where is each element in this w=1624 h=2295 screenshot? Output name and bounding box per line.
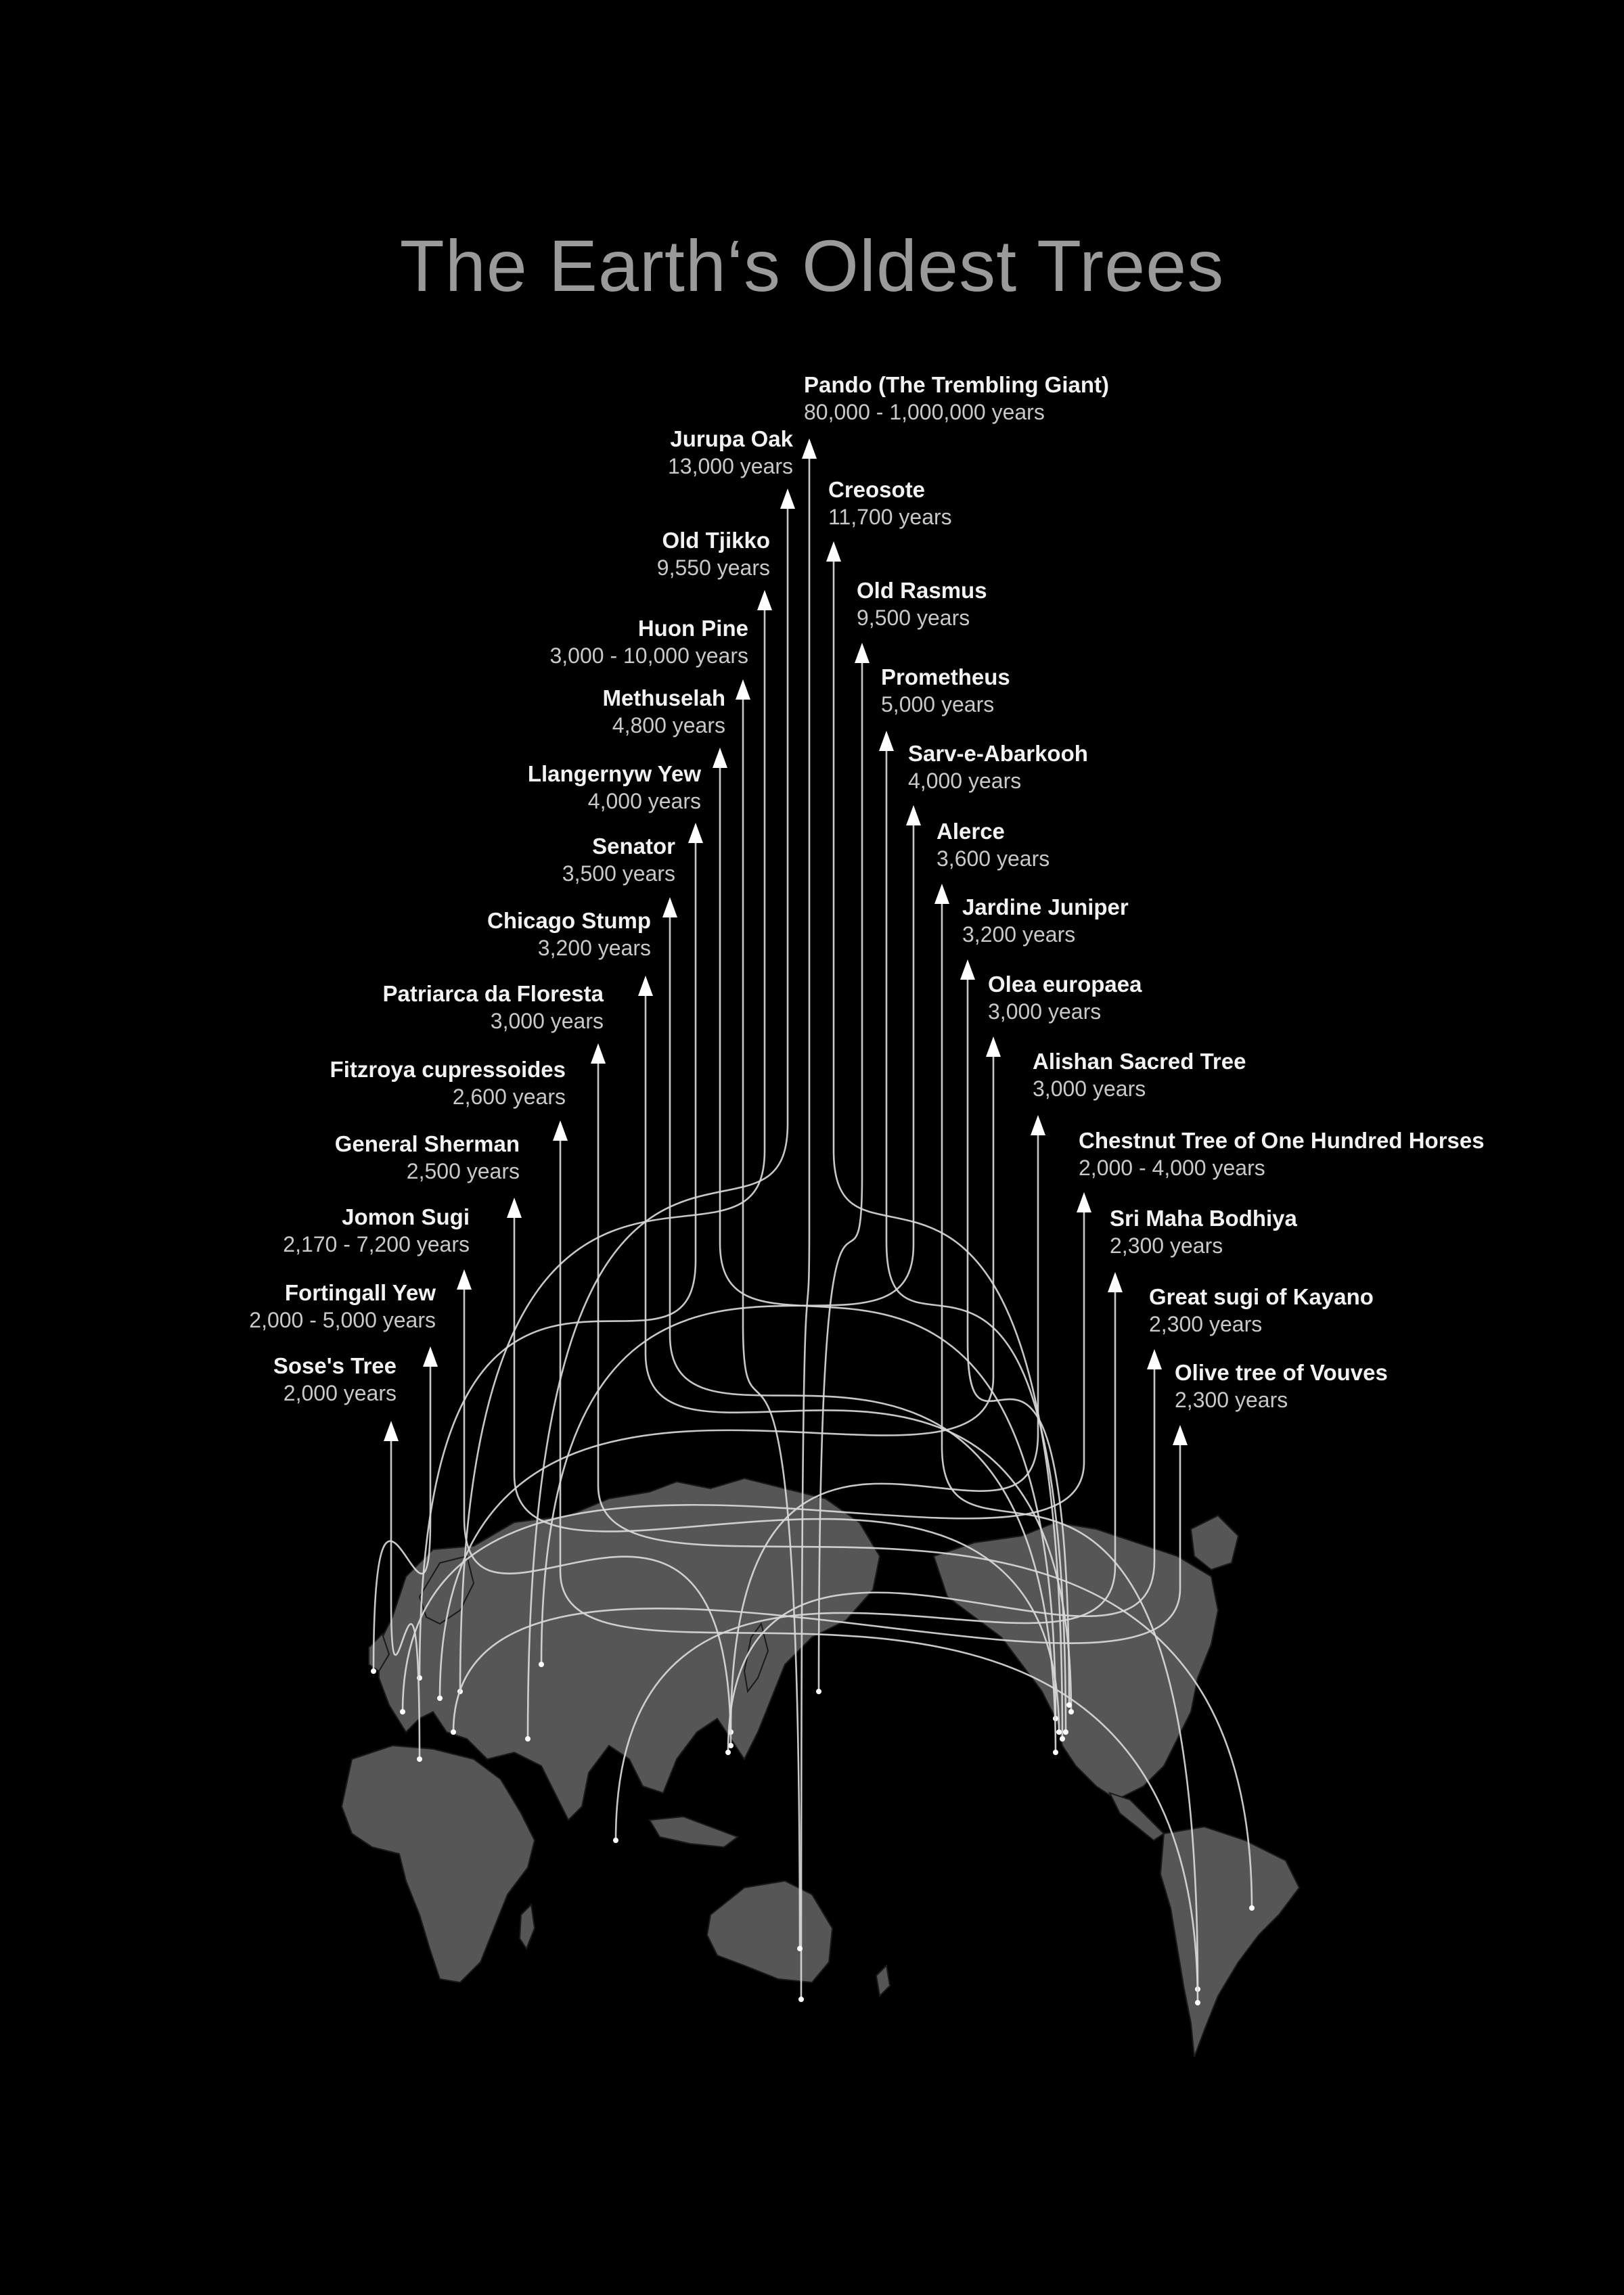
tree-name-creosote: Creosote [828, 477, 926, 502]
arrow-sose-s-tree [384, 1421, 399, 1441]
arrow-creosote [826, 541, 841, 562]
tree-name-fortingall-yew: Fortingall Yew [284, 1280, 436, 1305]
arrow-alerce [934, 884, 949, 904]
arrow-old-rasmus [855, 643, 870, 663]
tree-age-fortingall-yew: 2,000 - 5,000 years [249, 1308, 436, 1332]
tree-age-llangernyw-yew: 4,000 years [587, 789, 701, 813]
origin-dot-olive-tree-of-vouves [451, 1729, 456, 1735]
origin-dot-chicago-stump [1068, 1709, 1074, 1714]
tree-name-jomon-sugi: Jomon Sugi [342, 1204, 470, 1229]
tree-name-sri-maha-bodhiya: Sri Maha Bodhiya [1110, 1206, 1297, 1231]
tree-name-chicago-stump: Chicago Stump [487, 908, 651, 933]
arrow-fortingall-yew [423, 1346, 438, 1367]
arrow-huon-pine [736, 679, 750, 700]
tree-age-alerce: 3,600 years [937, 846, 1050, 871]
arrow-jardine-juniper [960, 959, 975, 980]
tree-name-old-tjikko: Old Tjikko [662, 528, 770, 553]
landmass-madagascar [520, 1905, 535, 1949]
tree-name-senator: Senator [592, 834, 675, 859]
tree-age-old-tjikko: 9,550 years [656, 555, 770, 580]
tree-age-chestnut-tree-of-one-hundred-horses: 2,000 - 4,000 years [1079, 1156, 1265, 1180]
tree-name-llangernyw-yew: Llangernyw Yew [527, 761, 701, 786]
landmass-greenland [1191, 1516, 1238, 1570]
arrow-patriarca-da-floresta [591, 1043, 606, 1064]
arrow-sri-maha-bodhiya [1108, 1272, 1123, 1292]
landmass-central-america [1110, 1793, 1164, 1840]
arrow-methuselah [713, 748, 727, 768]
tree-age-sose-s-tree: 2,000 years [283, 1381, 397, 1405]
world-map [342, 1478, 1299, 2057]
tree-age-old-rasmus: 9,500 years [857, 606, 970, 630]
tree-labels [249, 372, 1484, 1445]
tree-name-patriarca-da-floresta: Patriarca da Floresta [382, 981, 604, 1006]
arrow-prometheus [879, 731, 894, 751]
tree-name-sarv-e-abarkooh: Sarv-e-Abarkooh [908, 741, 1088, 766]
arrow-chicago-stump [638, 976, 653, 996]
arrow-great-sugi-of-kayano [1147, 1349, 1162, 1369]
tree-age-sarv-e-abarkooh: 4,000 years [908, 769, 1022, 793]
origin-dot-great-sugi-of-kayano [725, 1750, 731, 1755]
origin-dot-jardine-juniper [1066, 1702, 1072, 1708]
landmass-new-zealand [876, 1965, 890, 1996]
poster-title: The Earth‘s Oldest Trees [399, 225, 1225, 306]
connector-pando-the-trembling-giant [801, 459, 809, 1999]
origin-dot-fortingall-yew [371, 1668, 376, 1674]
tree-name-methuselah: Methuselah [602, 685, 725, 710]
arrow-jurupa-oak [780, 488, 795, 509]
tree-name-pando-the-trembling-giant: Pando (The Trembling Giant) [804, 372, 1110, 397]
arrow-llangernyw-yew [688, 823, 703, 843]
arrow-alishan-sacred-tree [1031, 1115, 1045, 1135]
origin-dot-chestnut-tree-of-one-hundred-horses [400, 1709, 405, 1714]
origin-dot-general-sherman [1056, 1729, 1062, 1735]
tree-age-fitzroya-cupressoides: 2,600 years [452, 1085, 566, 1109]
landmass-indonesia [650, 1817, 738, 1847]
tree-age-general-sherman: 2,500 years [406, 1159, 520, 1183]
arrow-fitzroya-cupressoides [553, 1120, 568, 1141]
tree-name-chestnut-tree-of-one-hundred-horses: Chestnut Tree of One Hundred Horses [1079, 1128, 1485, 1153]
tree-name-olea-europaea: Olea europaea [988, 972, 1142, 997]
origin-dot-creosote [1060, 1736, 1065, 1742]
tree-age-pando-the-trembling-giant: 80,000 - 1,000,000 years [804, 400, 1045, 424]
origin-dot-olea-europaea [437, 1696, 443, 1701]
landmass-australia [707, 1881, 832, 1982]
origin-dot-old-rasmus [816, 1689, 821, 1694]
tree-age-sri-maha-bodhiya: 2,300 years [1110, 1233, 1223, 1258]
origin-dot-patriarca-da-floresta [1249, 1905, 1255, 1911]
tree-name-jurupa-oak: Jurupa Oak [670, 426, 793, 451]
origin-dot-jurupa-oak [525, 1736, 531, 1742]
tree-name-great-sugi-of-kayano: Great sugi of Kayano [1149, 1284, 1374, 1309]
tree-age-methuselah: 4,800 years [612, 713, 725, 737]
origin-dot-senator [1053, 1750, 1058, 1755]
tree-name-fitzroya-cupressoides: Fitzroya cupressoides [330, 1057, 566, 1082]
arrow-chestnut-tree-of-one-hundred-horses [1077, 1192, 1091, 1212]
arrow-old-tjikko [757, 590, 772, 610]
origin-dot-sarv-e-abarkooh [539, 1662, 544, 1667]
tree-age-huon-pine: 3,000 - 10,000 years [549, 643, 748, 668]
tree-name-sose-s-tree: Sose's Tree [273, 1353, 397, 1378]
origin-dot-sose-s-tree [417, 1756, 422, 1762]
tree-age-senator: 3,500 years [562, 861, 675, 886]
tree-name-alerce: Alerce [937, 819, 1005, 844]
arrow-senator [662, 897, 677, 917]
arrow-pando-the-trembling-giant [802, 438, 817, 459]
tree-age-creosote: 11,700 years [828, 505, 952, 529]
tree-age-prometheus: 5,000 years [881, 692, 995, 717]
tree-name-alishan-sacred-tree: Alishan Sacred Tree [1033, 1049, 1246, 1074]
tree-name-general-sherman: General Sherman [334, 1131, 520, 1156]
arrow-general-sherman [507, 1198, 522, 1218]
landmass-north-america [934, 1522, 1218, 1800]
tree-age-patriarca-da-floresta: 3,000 years [490, 1009, 604, 1033]
origin-dot-huon-pine [797, 1946, 803, 1951]
tree-name-prometheus: Prometheus [881, 664, 1010, 689]
connector-huon-pine [743, 700, 800, 1949]
tree-age-olea-europaea: 3,000 years [988, 999, 1102, 1024]
tree-name-jardine-juniper: Jardine Juniper [962, 894, 1129, 919]
arrow-olea-europaea [986, 1037, 1001, 1057]
tree-age-great-sugi-of-kayano: 2,300 years [1149, 1312, 1263, 1336]
tree-age-jurupa-oak: 13,000 years [667, 454, 793, 478]
origin-dot-prometheus [1063, 1729, 1068, 1735]
tree-age-alishan-sacred-tree: 3,000 years [1033, 1076, 1146, 1101]
tree-age-jardine-juniper: 3,200 years [962, 922, 1076, 947]
origin-dot-pando-the-trembling-giant [798, 1997, 804, 2002]
arrow-jomon-sugi [457, 1269, 472, 1290]
arrow-olive-tree-of-vouves [1173, 1425, 1188, 1445]
tree-age-olive-tree-of-vouves: 2,300 years [1175, 1388, 1288, 1412]
origin-dot-sri-maha-bodhiya [613, 1838, 618, 1843]
landmass-africa [342, 1746, 535, 1982]
tree-age-chicago-stump: 3,200 years [537, 936, 651, 960]
tree-age-jomon-sugi: 2,170 - 7,200 years [283, 1232, 470, 1256]
tree-name-old-rasmus: Old Rasmus [857, 578, 987, 603]
arrow-sarv-e-abarkooh [906, 805, 921, 825]
tree-name-olive-tree-of-vouves: Olive tree of Vouves [1175, 1360, 1388, 1385]
origin-dot-fitzroya-cupressoides [1195, 2000, 1200, 2005]
tree-name-huon-pine: Huon Pine [637, 616, 748, 641]
